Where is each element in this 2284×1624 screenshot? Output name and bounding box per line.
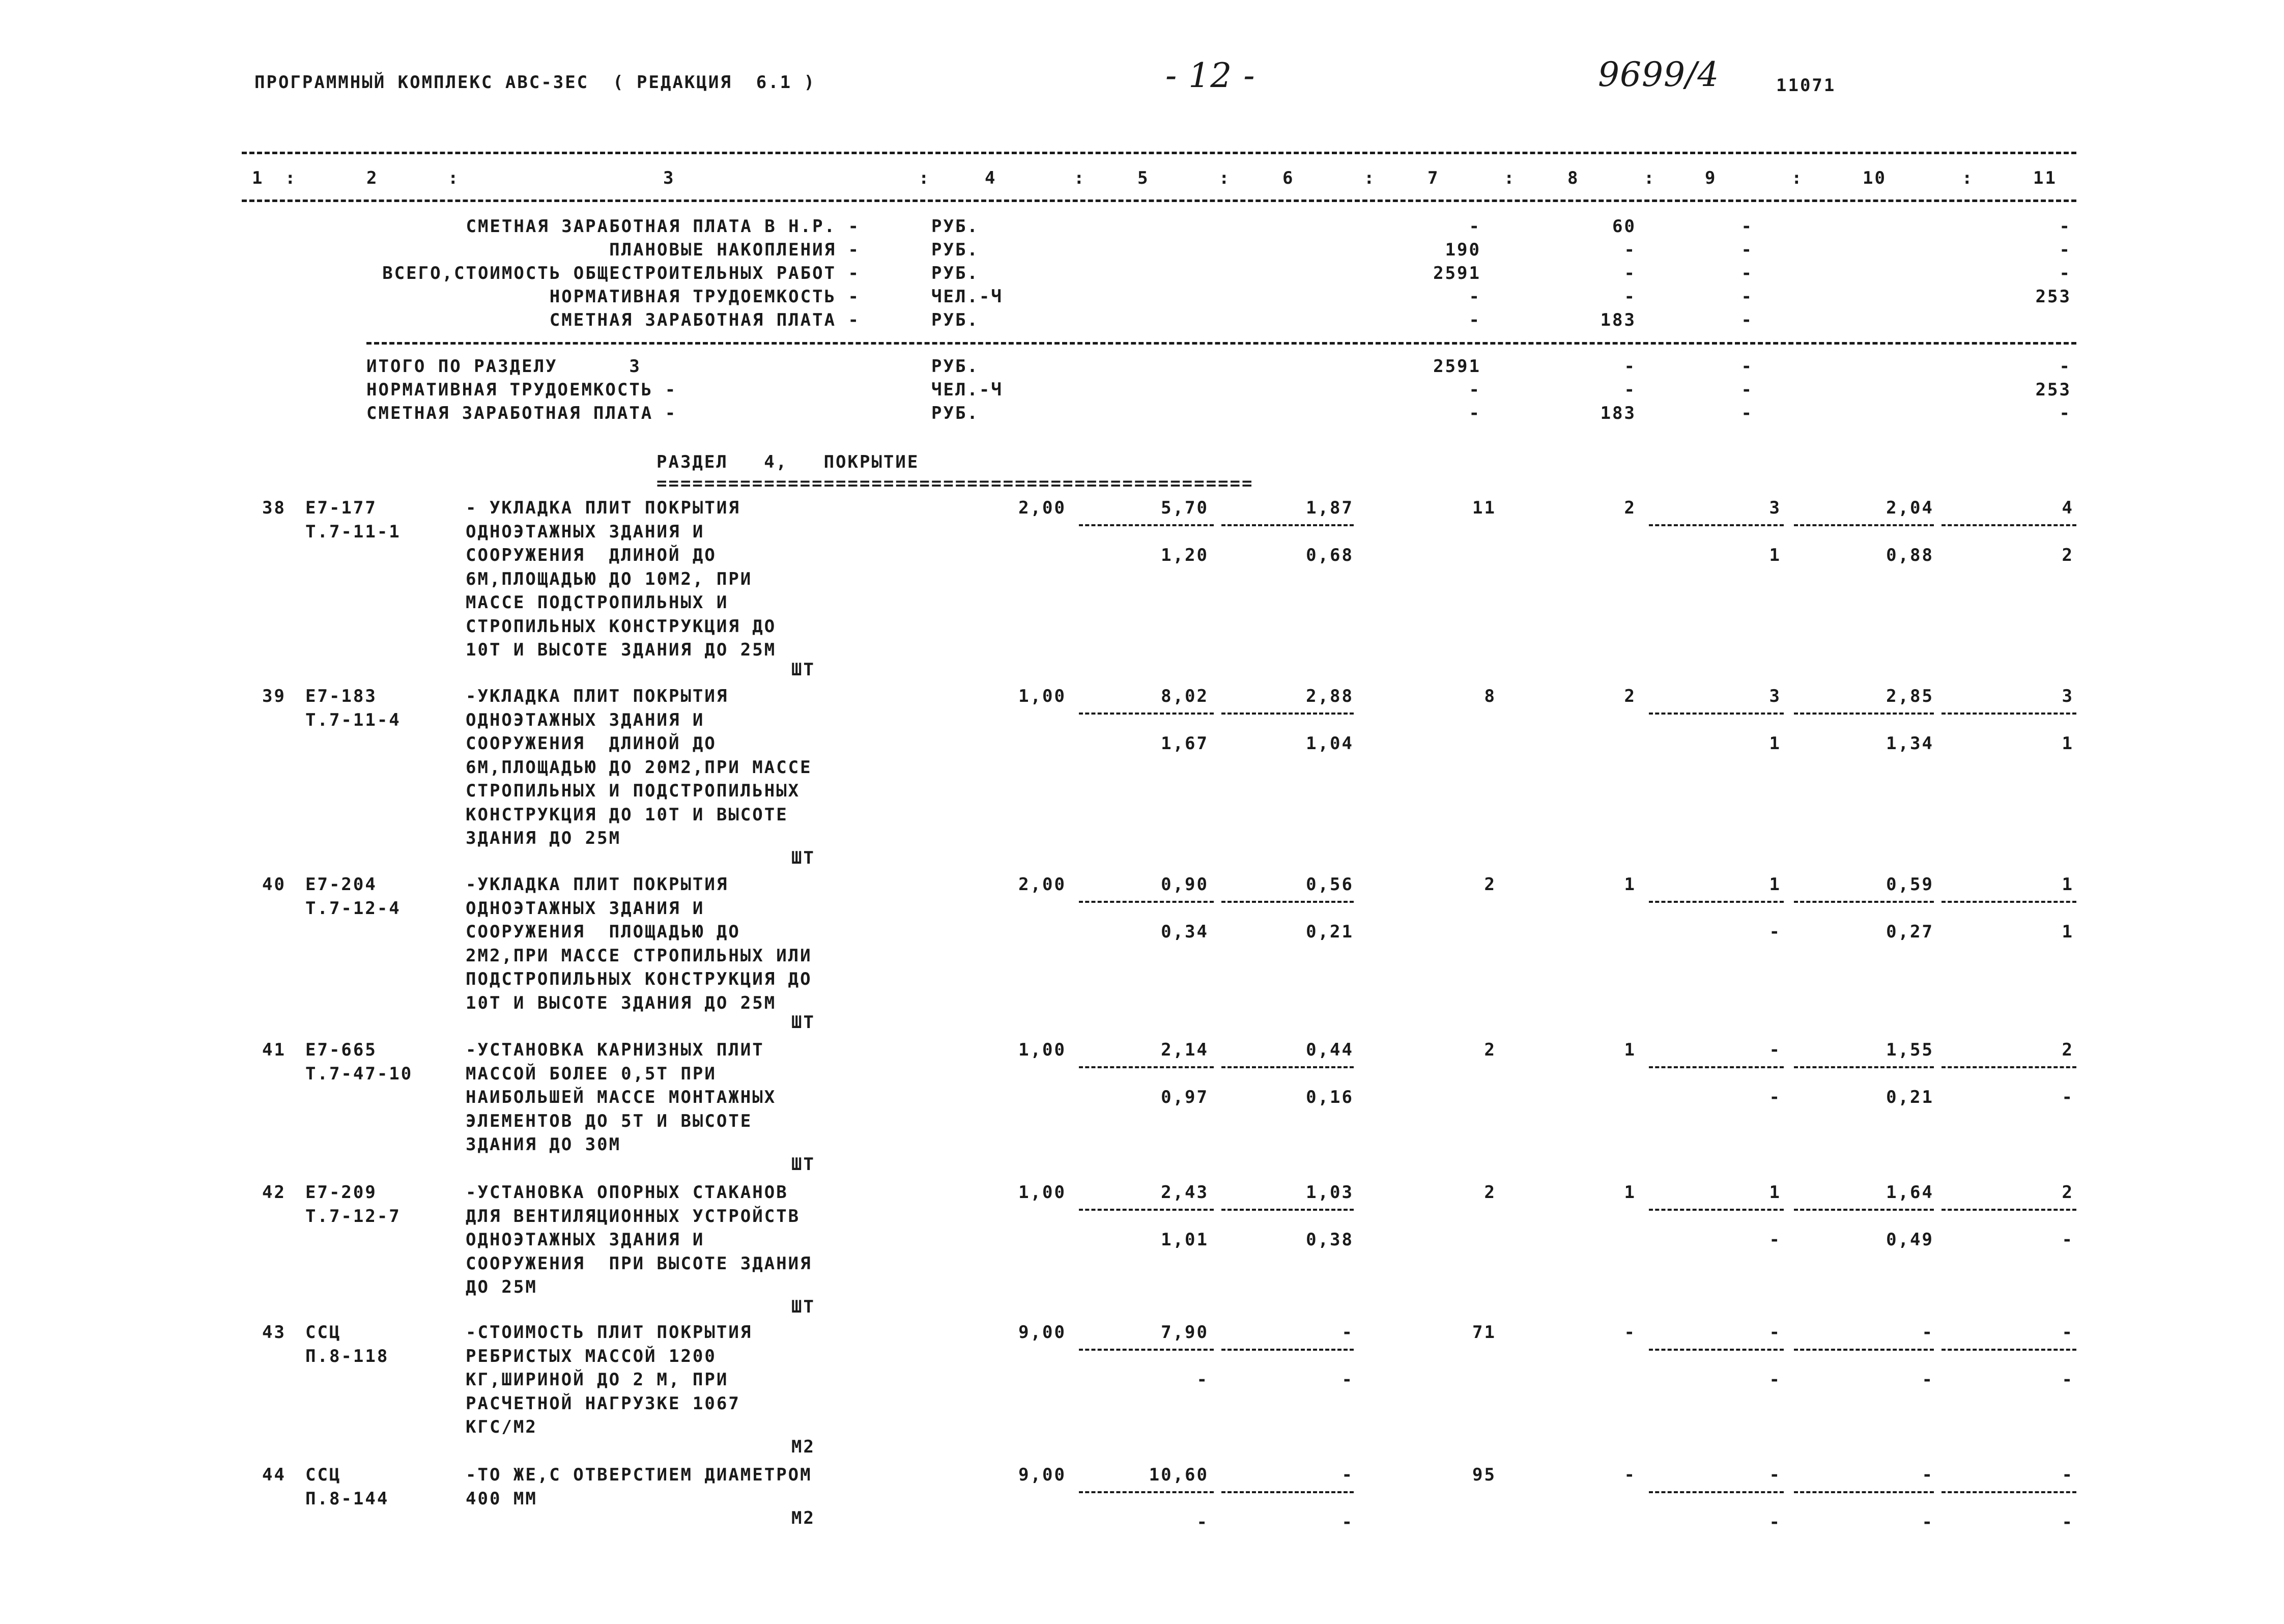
- entry-col-10: -: [1922, 1465, 1934, 1485]
- entry-col-4: 1,00: [1018, 686, 1066, 706]
- entry-col-11: 4: [2062, 498, 2074, 518]
- summary-unit: ЧЕЛ.-Ч: [931, 287, 1003, 307]
- summary-col11: -: [2059, 403, 2071, 423]
- document-code: 11071: [1776, 75, 1836, 96]
- section-title: РАЗДЕЛ 4, ПОКРЫТИЕ: [656, 452, 920, 472]
- entry-col-10-lower: 0,49: [1886, 1230, 1934, 1250]
- entry-description-line: ДЛЯ ВЕНТИЛЯЦИОННЫХ УСТРОЙСТВ: [466, 1206, 801, 1227]
- entry-subrule: [1221, 1066, 1354, 1068]
- summary-label: ИТОГО ПО РАЗДЕЛУ 3: [366, 356, 641, 377]
- entry-col-5: 10,60: [1149, 1465, 1209, 1485]
- entry-col-8: -: [1624, 1322, 1636, 1343]
- entry-description-line: -ТО ЖЕ,С ОТВЕРСТИЕМ ДИАМЕТРОМ: [466, 1465, 812, 1485]
- entry-unit: ШТ: [791, 1012, 815, 1033]
- entry-col-10-lower: 1,34: [1886, 733, 1934, 754]
- summary-col7: 2591: [1433, 356, 1481, 377]
- entry-code: Е7-665: [305, 1040, 377, 1060]
- summary-col7: -: [1469, 380, 1481, 400]
- entry-number: 43: [262, 1322, 286, 1343]
- entry-description-line: -УСТАНОВКА КАРНИЗНЫХ ПЛИТ: [466, 1040, 764, 1060]
- summary-col9: -: [1741, 356, 1753, 377]
- page-number: - 12 -: [1165, 56, 1255, 95]
- column-header-5: 5: [1137, 168, 1150, 188]
- entry-description-line: -УКЛАДКА ПЛИТ ПОКРЫТИЯ: [466, 686, 729, 706]
- entry-description-line: 6М,ПЛОЩАДЬЮ ДО 10М2, ПРИ: [466, 568, 753, 589]
- entry-subrule: [1079, 713, 1214, 715]
- entry-col-6: 1,87: [1306, 498, 1354, 518]
- entry-col-9: -: [1769, 1465, 1781, 1485]
- entry-col-11-lower: -: [2062, 1370, 2074, 1390]
- program-header: ПРОГРАММНЫЙ КОМПЛЕКС АВС-3ЕС ( РЕДАКЦИЯ 6.1 ): [254, 72, 816, 93]
- entry-col-6: -: [1341, 1465, 1354, 1485]
- entry-description-line: СООРУЖЕНИЯ ДЛИНОЙ ДО: [466, 733, 717, 754]
- entry-col-6: 0,56: [1306, 874, 1354, 895]
- column-divider: :: [448, 168, 460, 188]
- column-divider: :: [1644, 168, 1656, 188]
- entry-unit: М2: [791, 1436, 815, 1457]
- summary-unit: РУБ.: [931, 310, 979, 330]
- summary-col8: -: [1624, 287, 1636, 307]
- entry-subrule: [1794, 901, 1934, 903]
- entry-col-5: 2,43: [1161, 1182, 1209, 1203]
- entry-description-line: -УКЛАДКА ПЛИТ ПОКРЫТИЯ: [466, 874, 729, 895]
- entry-subrule: [1649, 1209, 1784, 1211]
- entry-subrule: [1794, 524, 1934, 526]
- entry-description-line: МАССОЙ БОЛЕЕ 0,5Т ПРИ: [466, 1063, 717, 1084]
- entry-subrule: [1221, 713, 1354, 715]
- entry-description-line: СООРУЖЕНИЯ ПРИ ВЫСОТЕ ЗДАНИЯ: [466, 1253, 812, 1274]
- entry-number: 40: [262, 874, 286, 895]
- entry-description-line: СТРОПИЛЬНЫХ КОНСТРУКЦИЯ ДО: [466, 616, 777, 637]
- entry-col-9-lower: 1: [1769, 545, 1781, 565]
- entry-description-line: ЗДАНИЯ ДО 25М: [466, 828, 621, 848]
- entry-code: Е7-204: [305, 874, 377, 895]
- entry-col-10-lower: 0,27: [1886, 922, 1934, 942]
- entry-description-line: ЭЛЕМЕНТОВ ДО 5Т И ВЫСОТЕ: [466, 1110, 753, 1131]
- entry-subrule: [1221, 1349, 1354, 1351]
- column-divider: :: [1219, 168, 1231, 188]
- entry-subrule: [1794, 1349, 1934, 1351]
- entry-description-line: 10Т И ВЫСОТЕ ЗДАНИЯ ДО 25М: [466, 992, 777, 1013]
- entry-code: Е7-183: [305, 686, 377, 706]
- entry-unit: ШТ: [791, 659, 815, 680]
- entry-col-5-lower: 1,67: [1161, 733, 1209, 754]
- summary-col8: 183: [1600, 403, 1636, 423]
- entry-col-10: -: [1922, 1322, 1934, 1343]
- entry-col-11: -: [2062, 1322, 2074, 1343]
- entry-col-9-lower: -: [1769, 1370, 1781, 1390]
- entry-col-11-lower: -: [2062, 1512, 2074, 1532]
- summary-label: СМЕТНАЯ ЗАРАБОТНАЯ ПЛАТА -: [549, 310, 860, 330]
- entry-col-4: 2,00: [1018, 874, 1066, 895]
- summary-label: НОРМАТИВНАЯ ТРУДОЕМКОСТЬ -: [549, 287, 860, 307]
- entry-subrule: [1649, 1066, 1784, 1068]
- entry-col-4: 9,00: [1018, 1322, 1066, 1343]
- entry-col-10: 0,59: [1886, 874, 1934, 895]
- entry-col-6-lower: 1,04: [1306, 733, 1354, 754]
- entry-col-11: 2: [2062, 1182, 2074, 1203]
- summary-label: СМЕТНАЯ ЗАРАБОТНАЯ ПЛАТА В Н.Р. -: [466, 216, 860, 237]
- entry-col-8: 1: [1624, 1182, 1636, 1203]
- entry-subrule: [1079, 1066, 1214, 1068]
- entry-description-line: ДО 25М: [466, 1277, 537, 1297]
- entry-subrule: [1794, 1066, 1934, 1068]
- entry-description-line: МАССЕ ПОДСТРОПИЛЬНЫХ И: [466, 592, 729, 613]
- summary-col8: -: [1624, 263, 1636, 283]
- column-divider: :: [1791, 168, 1804, 188]
- column-header-3: 3: [663, 168, 675, 188]
- entry-col-7: 95: [1472, 1465, 1496, 1485]
- entry-reference: П.8-118: [305, 1346, 389, 1366]
- entry-col-10: 2,85: [1886, 686, 1934, 706]
- summary-col9: -: [1741, 380, 1753, 400]
- column-divider: :: [1504, 168, 1516, 188]
- entry-subrule: [1079, 1491, 1214, 1493]
- entry-col-7: 71: [1472, 1322, 1496, 1343]
- entry-subrule: [1649, 901, 1784, 903]
- entry-col-5-lower: 0,97: [1161, 1087, 1209, 1107]
- column-header-10: 10: [1863, 168, 1887, 188]
- summary-col8: 183: [1600, 310, 1636, 330]
- summary-col11: 253: [2035, 380, 2071, 400]
- summary-col7: -: [1469, 216, 1481, 237]
- summary-col9: -: [1741, 216, 1753, 237]
- summary-col9: -: [1741, 287, 1753, 307]
- entry-description-line: СООРУЖЕНИЯ ПЛОЩАДЬЮ ДО: [466, 922, 740, 942]
- column-header-6: 6: [1282, 168, 1295, 188]
- summary-unit: РУБ.: [931, 240, 979, 260]
- entry-col-4: 1,00: [1018, 1182, 1066, 1203]
- entry-col-10-lower: -: [1922, 1370, 1934, 1390]
- entry-description-line: ОДНОЭТАЖНЫХ ЗДАНИЯ И: [466, 898, 705, 919]
- entry-subrule: [1649, 524, 1784, 526]
- entry-description-line: РАСЧЕТНОЙ НАГРУЗКЕ 1067: [466, 1393, 740, 1414]
- entry-col-11-lower: 1: [2062, 922, 2074, 942]
- entry-unit: ШТ: [791, 1296, 815, 1317]
- entry-subrule: [1079, 901, 1214, 903]
- entry-col-10: 1,64: [1886, 1182, 1934, 1203]
- summary-col11: -: [2059, 216, 2071, 237]
- column-header-7: 7: [1428, 168, 1440, 188]
- summary-col8: -: [1624, 240, 1636, 260]
- entry-number: 42: [262, 1182, 286, 1203]
- summary-rule: [366, 342, 2076, 345]
- entry-col-11: -: [2062, 1465, 2074, 1485]
- column-header-8: 8: [1567, 168, 1580, 188]
- entry-description-line: -УСТАНОВКА ОПОРНЫХ СТАКАНОВ: [466, 1182, 788, 1203]
- column-divider: :: [285, 168, 297, 188]
- entry-col-10: 1,55: [1886, 1040, 1934, 1060]
- summary-label: НОРМАТИВНАЯ ТРУДОЕМКОСТЬ -: [366, 380, 677, 400]
- entry-col-11: 1: [2062, 874, 2074, 895]
- entry-col-5-lower: 1,01: [1161, 1230, 1209, 1250]
- entry-description-line: СТРОПИЛЬНЫХ И ПОДСТРОПИЛЬНЫХ: [466, 781, 801, 801]
- summary-col9: -: [1741, 310, 1753, 330]
- entry-unit: М2: [791, 1508, 815, 1528]
- entry-subrule: [1942, 1491, 2076, 1493]
- column-header-11: 11: [2033, 168, 2057, 188]
- entry-subrule: [1079, 524, 1214, 526]
- entry-subrule: [1079, 1349, 1214, 1351]
- summary-col7: -: [1469, 403, 1481, 423]
- entry-reference: П.8-144: [305, 1488, 389, 1509]
- summary-unit: ЧЕЛ.-Ч: [931, 380, 1003, 400]
- entry-subrule: [1221, 524, 1354, 526]
- entry-subrule: [1221, 1209, 1354, 1211]
- entry-col-9: 1: [1769, 1182, 1781, 1203]
- entry-col-6: -: [1341, 1322, 1354, 1343]
- section-underline: ==================================================: [656, 473, 1254, 494]
- entry-description-line: ПОДСТРОПИЛЬНЫХ КОНСТРУКЦИЯ ДО: [466, 969, 812, 989]
- entry-number: 39: [262, 686, 286, 706]
- entry-col-5: 8,02: [1161, 686, 1209, 706]
- entry-col-4: 9,00: [1018, 1465, 1066, 1485]
- entry-subrule: [1794, 1491, 1934, 1493]
- entry-col-6: 1,03: [1306, 1182, 1354, 1203]
- entry-col-5: 7,90: [1161, 1322, 1209, 1343]
- summary-col8: 60: [1612, 216, 1636, 237]
- entry-subrule: [1079, 1209, 1214, 1211]
- entry-col-5-lower: 0,34: [1161, 922, 1209, 942]
- entry-description-line: ОДНОЭТАЖНЫХ ЗДАНИЯ И: [466, 709, 705, 730]
- entry-col-6: 2,88: [1306, 686, 1354, 706]
- entry-reference: Т.7-12-4: [305, 898, 401, 919]
- entry-col-6-lower: 0,68: [1306, 545, 1354, 565]
- entry-subrule: [1942, 1209, 2076, 1211]
- summary-unit: РУБ.: [931, 356, 979, 377]
- column-divider: :: [1074, 168, 1086, 188]
- summary-unit: РУБ.: [931, 216, 979, 237]
- column-divider: :: [1962, 168, 1974, 188]
- entry-col-9: -: [1769, 1322, 1781, 1343]
- column-divider: :: [1364, 168, 1376, 188]
- entry-col-11-lower: 2: [2062, 545, 2074, 565]
- entry-col-9-lower: -: [1769, 1087, 1781, 1107]
- entry-col-5-lower: -: [1196, 1370, 1209, 1390]
- summary-col7: -: [1469, 310, 1481, 330]
- summary-col9: -: [1741, 263, 1753, 283]
- entry-description-line: ОДНОЭТАЖНЫХ ЗДАНИЯ И: [466, 521, 705, 542]
- entry-subrule: [1221, 901, 1354, 903]
- summary-label: ПЛАНОВЫЕ НАКОПЛЕНИЯ -: [609, 240, 860, 260]
- column-divider: :: [919, 168, 931, 188]
- entry-col-11-lower: 1: [2062, 733, 2074, 754]
- entry-reference: Т.7-12-7: [305, 1206, 401, 1227]
- entry-subrule: [1649, 713, 1784, 715]
- summary-col11: -: [2059, 356, 2071, 377]
- entry-col-9: -: [1769, 1040, 1781, 1060]
- entry-description-line: КГС/М2: [466, 1417, 537, 1437]
- entry-col-8: 2: [1624, 498, 1636, 518]
- summary-col11: 253: [2035, 287, 2071, 307]
- entry-subrule: [1221, 1491, 1354, 1493]
- entry-col-9-lower: 1: [1769, 733, 1781, 754]
- entry-col-11-lower: -: [2062, 1230, 2074, 1250]
- entry-unit: ШТ: [791, 847, 815, 868]
- entry-col-4: 2,00: [1018, 498, 1066, 518]
- entry-description-line: ОДНОЭТАЖНЫХ ЗДАНИЯ И: [466, 1230, 705, 1250]
- entry-col-9: 3: [1769, 686, 1781, 706]
- summary-unit: РУБ.: [931, 263, 979, 283]
- entry-subrule: [1794, 713, 1934, 715]
- entry-subrule: [1942, 1066, 2076, 1068]
- entry-subrule: [1942, 713, 2076, 715]
- entry-col-6: 0,44: [1306, 1040, 1354, 1060]
- entry-subrule: [1649, 1349, 1784, 1351]
- entry-col-5: 0,90: [1161, 874, 1209, 895]
- entry-unit: ШТ: [791, 1154, 815, 1175]
- entry-col-9-lower: -: [1769, 1230, 1781, 1250]
- entry-col-11: 3: [2062, 686, 2074, 706]
- entry-col-5: 5,70: [1161, 498, 1209, 518]
- summary-label: ВСЕГО,СТОИМОСТЬ ОБЩЕСТРОИТЕЛЬНЫХ РАБОТ -: [382, 263, 860, 283]
- entry-col-5: 2,14: [1161, 1040, 1209, 1060]
- entry-col-7: 2: [1484, 874, 1496, 895]
- summary-label: СМЕТНАЯ ЗАРАБОТНАЯ ПЛАТА -: [366, 403, 677, 423]
- entry-description-line: РЕБРИСТЫХ МАССОЙ 1200: [466, 1346, 717, 1366]
- entry-col-10-lower: 0,21: [1886, 1087, 1934, 1107]
- entry-col-7: 11: [1472, 498, 1496, 518]
- entry-description-line: КГ,ШИРИНОЙ ДО 2 М, ПРИ: [466, 1370, 729, 1390]
- summary-col11: -: [2059, 240, 2071, 260]
- table-header-rule: [242, 200, 2076, 202]
- entry-description-line: НАИБОЛЬШЕЙ МАССЕ МОНТАЖНЫХ: [466, 1087, 777, 1107]
- summary-col7: 190: [1445, 240, 1481, 260]
- entry-description-line: ЗДАНИЯ ДО 30М: [466, 1134, 621, 1155]
- entry-col-10-lower: -: [1922, 1512, 1934, 1532]
- entry-col-11: 2: [2062, 1040, 2074, 1060]
- table-top-rule: [242, 152, 2076, 154]
- entry-col-10-lower: 0,88: [1886, 545, 1934, 565]
- entry-code: ССЦ: [305, 1465, 341, 1485]
- entry-col-9: 1: [1769, 874, 1781, 895]
- entry-description-line: 6М,ПЛОЩАДЬЮ ДО 20М2,ПРИ МАССЕ: [466, 757, 812, 778]
- column-header-4: 4: [985, 168, 997, 188]
- entry-col-9-lower: -: [1769, 922, 1781, 942]
- entry-col-5-lower: -: [1196, 1512, 1209, 1532]
- entry-code: ССЦ: [305, 1322, 341, 1343]
- entry-col-7: 2: [1484, 1182, 1496, 1203]
- entry-code: Е7-209: [305, 1182, 377, 1203]
- entry-subrule: [1942, 901, 2076, 903]
- entry-col-10: 2,04: [1886, 498, 1934, 518]
- summary-unit: РУБ.: [931, 403, 979, 423]
- entry-col-5-lower: 1,20: [1161, 545, 1209, 565]
- entry-reference: Т.7-11-1: [305, 521, 401, 542]
- entry-col-7: 2: [1484, 1040, 1496, 1060]
- entry-col-6-lower: -: [1341, 1512, 1354, 1532]
- entry-subrule: [1942, 1349, 2076, 1351]
- summary-col11: -: [2059, 263, 2071, 283]
- entry-col-9: 3: [1769, 498, 1781, 518]
- entry-col-6-lower: 0,16: [1306, 1087, 1354, 1107]
- entry-col-6-lower: -: [1341, 1370, 1354, 1390]
- entry-description-line: КОНСТРУКЦИЯ ДО 10Т И ВЫСОТЕ: [466, 804, 788, 825]
- entry-description-line: -СТОИМОСТЬ ПЛИТ ПОКРЫТИЯ: [466, 1322, 753, 1343]
- entry-number: 38: [262, 498, 286, 518]
- entry-reference: Т.7-11-4: [305, 709, 401, 730]
- entry-col-6-lower: 0,21: [1306, 922, 1354, 942]
- entry-description-line: - УКЛАДКА ПЛИТ ПОКРЫТИЯ: [466, 498, 740, 518]
- summary-col9: -: [1741, 240, 1753, 260]
- summary-col7: 2591: [1433, 263, 1481, 283]
- entry-subrule: [1649, 1491, 1784, 1493]
- entry-number: 44: [262, 1465, 286, 1485]
- entry-description-line: СООРУЖЕНИЯ ДЛИНОЙ ДО: [466, 545, 717, 565]
- entry-col-8: 1: [1624, 1040, 1636, 1060]
- entry-col-9-lower: -: [1769, 1512, 1781, 1532]
- entry-col-8: -: [1624, 1465, 1636, 1485]
- column-header-1: 1: [252, 168, 264, 188]
- entry-reference: Т.7-47-10: [305, 1063, 413, 1084]
- entry-description-line: 2М2,ПРИ МАССЕ СТРОПИЛЬНЫХ ИЛИ: [466, 945, 812, 966]
- summary-col8: -: [1624, 380, 1636, 400]
- summary-col8: -: [1624, 356, 1636, 377]
- entry-code: Е7-177: [305, 498, 377, 518]
- entry-col-4: 1,00: [1018, 1040, 1066, 1060]
- entry-number: 41: [262, 1040, 286, 1060]
- entry-subrule: [1794, 1209, 1934, 1211]
- entry-col-8: 1: [1624, 874, 1636, 895]
- entry-subrule: [1942, 524, 2076, 526]
- document-number: 9699/4: [1598, 55, 1720, 94]
- column-header-2: 2: [366, 168, 379, 188]
- entry-col-11-lower: -: [2062, 1087, 2074, 1107]
- entry-description-line: 400 ММ: [466, 1488, 537, 1509]
- entry-description-line: 10Т И ВЫСОТЕ ЗДАНИЯ ДО 25М: [466, 640, 777, 660]
- column-header-9: 9: [1705, 168, 1717, 188]
- summary-col7: -: [1469, 287, 1481, 307]
- entry-col-8: 2: [1624, 686, 1636, 706]
- entry-col-6-lower: 0,38: [1306, 1230, 1354, 1250]
- summary-col9: -: [1741, 403, 1753, 423]
- entry-col-7: 8: [1484, 686, 1496, 706]
